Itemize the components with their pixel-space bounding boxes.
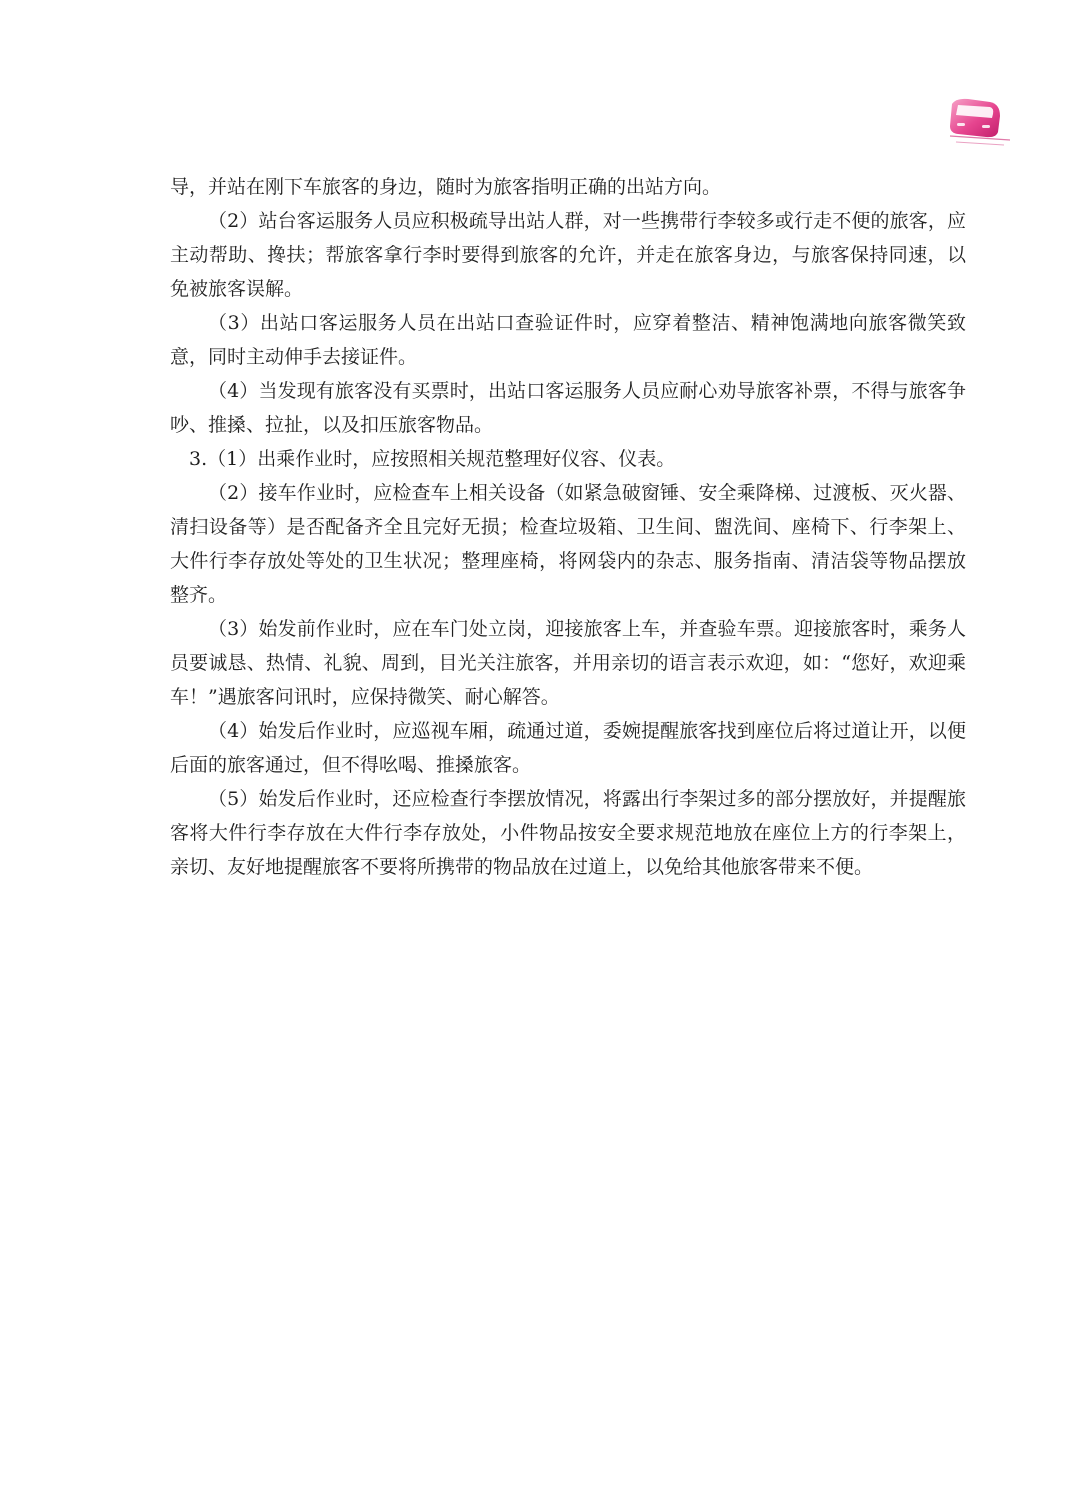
train-icon — [946, 96, 1012, 148]
paragraph: （2）站台客运服务人员应积极疏导出站人群，对一些携带行李较多或行走不便的旅客，应主动帮助、搀扶；帮旅客拿行李时要得到旅客的允许，并走在旅客身边，与旅客保持同速，以免被旅客误解。 — [170, 210, 966, 300]
document-body — [170, 170, 966, 884]
paragraph: （5）始发后作业时，还应检查行李摆放情况，将露出行李架过多的部分摆放好，并提醒旅客将大件行李存放在大件行李存放处，小件物品按安全要求规范地放在座位上方的行李架上，亲切、友好地提醒旅客不要将所携带的物品放在过道上，以免给其他旅客带来不便。 — [170, 788, 966, 878]
paragraph: （2）接车作业时，应检查车上相关设备（如紧急破窗锤、安全乘降梯、过渡板、灭火器、清扫设备等）是否配备齐全且完好无损；检查垃圾箱、卫生间、盥洗间、座椅下、行李架上、大件行李存放处等处的卫生状况；整理座椅，将网袋内的杂志、服务指南、清洁袋等物品摆放整齐。 — [170, 482, 966, 606]
paragraph: （3）始发前作业时，应在车门处立岗，迎接旅客上车，并查验车票。迎接旅客时，乘务人员要诚恳、热情、礼貌、周到，目光关注旅客，并用亲切的语言表示欢迎，如：“您好，欢迎乘车！”遇旅客问讯时，应保持微笑、耐心解答。 — [170, 618, 966, 708]
paragraph: 导，并站在刚下车旅客的身边，随时为旅客指明正确的出站方向。 — [170, 176, 722, 198]
paragraph: （4）当发现有旅客没有买票时，出站口客运服务人员应耐心劝导旅客补票，不得与旅客争吵、推搡、拉扯，以及扣压旅客物品。 — [170, 380, 966, 436]
paragraph: （4）始发后作业时，应巡视车厢，疏通过道，委婉提醒旅客找到座位后将过道让开，以便后面的旅客通过，但不得吆喝、推搡旅客。 — [170, 720, 966, 776]
paragraph: （3）出站口客运服务人员在出站口查验证件时，应穿着整洁、精神饱满地向旅客微笑致意，同时主动伸手去接证件。 — [170, 312, 966, 368]
paragraph: 3.（1）出乘作业时，应按照相关规范整理好仪容、仪表。 — [189, 448, 676, 470]
